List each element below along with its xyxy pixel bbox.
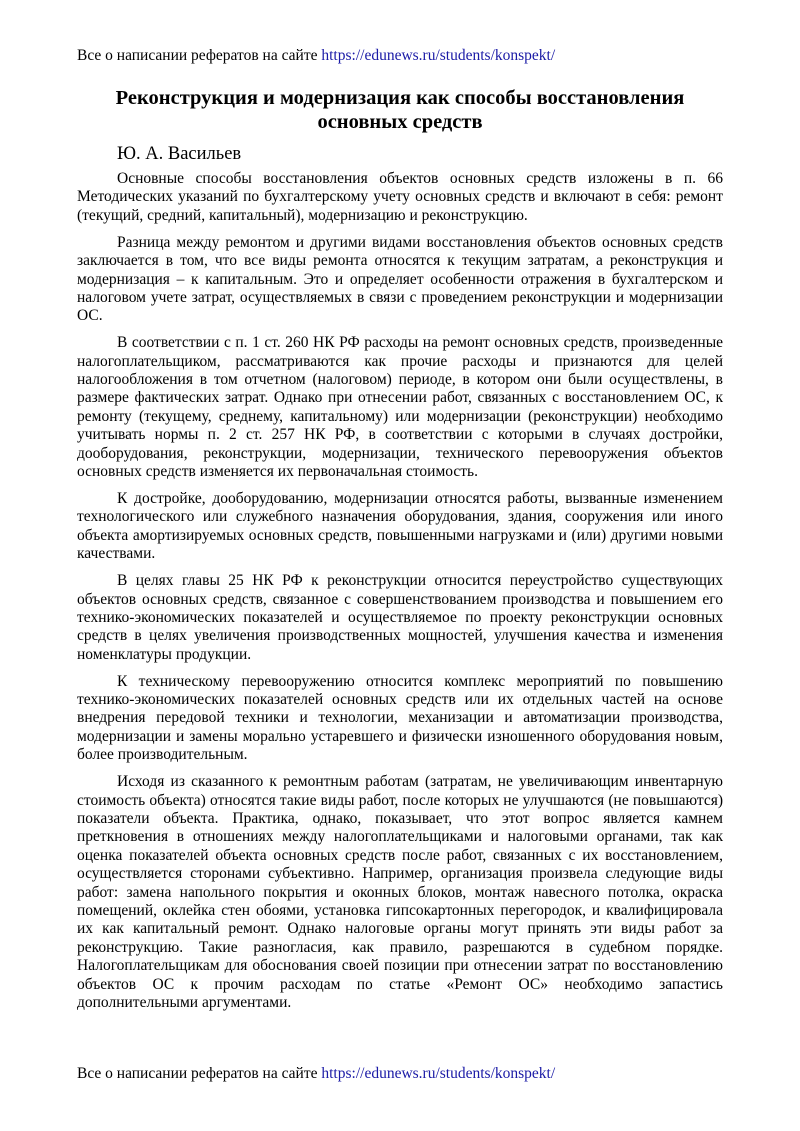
paragraph-4: К достройке, дооборудованию, модернизации относятся работы, вызванные изменением технологического или служебного назначения оборудования, здания, сооружения или иного объекта амортизируемых основных средств, повышенными нагрузками и (или) другими новыми качествами. <box>77 490 723 563</box>
header-site-link[interactable]: https://edunews.ru/students/konspekt/ <box>321 47 556 64</box>
author-name: Ю. А. Васильев <box>117 144 242 164</box>
paragraph-5: В целях главы 25 НК РФ к реконструкции относится переустройство существующих объектов основных средств, связанное с совершенствованием производства и повышением его технико-экономических показателей и осуществляемое по проекту реконструкции основных средств в целях увеличения производственных мощностей, улучшения качества и изменения номенклатуры продукции. <box>77 572 723 663</box>
page-footer <box>77 1064 555 1084</box>
paragraph-3: В соответствии с п. 1 ст. 260 НК РФ расходы на ремонт основных средств, произведенные налогоплательщиком, рассматриваются как прочие расходы и признаются для целей налогообложения в том отчетном (налоговом) периоде, в котором они были осуществлены, в размере фактических затрат. Однако при отнесении работ, связанных с восстановлением ОС, к ремонту (текущему, среднему, капитальному) или модернизации (реконструкции) необходимо учитывать нормы п. 2 ст. 257 НК РФ, в соответствии с которыми в случаях достройки, дооборудования, реконструкции, модернизации, технического перевооружения объектов основных средств изменяется их первоначальная стоимость. <box>77 334 723 481</box>
document-title: Реконструкция и модернизация как способы восстановления основных средств <box>115 87 685 133</box>
paragraph-6: К техническому перевооружению относится комплекс мероприятий по повышению технико-экономических показателей основных средств или их отдельных частей на основе внедрения передовой техники и технологии, механизации и автоматизации производства, модернизации и замены морально устаревшего и физически изношенного оборудования новым, более производительным. <box>77 672 723 764</box>
page-header <box>77 46 555 66</box>
paragraph-2: Разница между ремонтом и другими видами восстановления объектов основных средств заключается в том, что все виды ремонта относятся к текущим затратам, а реконструкция и модернизация – к капитальным. Это и определяет особенности отражения в бухгалтерском и налоговом учете затрат, осуществляемых в связи с проведением реконструкции и модернизации ОС. <box>77 233 723 325</box>
paragraph-7: Исходя из сказанного к ремонтным работам (затратам, не увеличивающим инвентарную стоимость объекта) относятся такие виды работ, после которых не улучшаются (не повышаются) показатели объекта. Практика, однако, показывает, что этот вопрос является камнем преткновения в отношениях между налогоплательщиками и налоговыми органами, так как оценка показателей объекта основных средств после работ, связанных с их восстановлением, осуществляется сторонами субъективно. Например, организация произвела следующие виды работ: замена напольного покрытия и оконных блоков, монтаж навесного потолка, окраска помещений, оклейка стен обоями, установка гипсокартонных перегородок, и квалифицировала их как капитальный ремонт. Однако налоговые органы могут принять эти виды работ за реконструкцию. Такие разногласия, как правило, разрешаются в судебном порядке. Налогоплательщикам для обоснования своей позиции при отнесении затрат по восстановлению объектов ОС к прочим расходам по статье «Ремонт ОС» необходимо запастись дополнительными аргументами. <box>77 773 723 1012</box>
footer-prefix: Все о написании рефератов на сайте <box>77 1065 322 1082</box>
footer-site-link[interactable]: https://edunews.ru/students/konspekt/ <box>321 1065 556 1082</box>
header-prefix: Все о написании рефератов на сайте <box>77 47 322 64</box>
document-body <box>77 170 723 1021</box>
paragraph-1: Основные способы восстановления объектов основных средств изложены в п. 66 Методических указаний по бухгалтерскому учету основных средств и включают в себя: ремонт (текущий, средний, капитальный), модернизацию и реконструкцию. <box>77 170 723 224</box>
